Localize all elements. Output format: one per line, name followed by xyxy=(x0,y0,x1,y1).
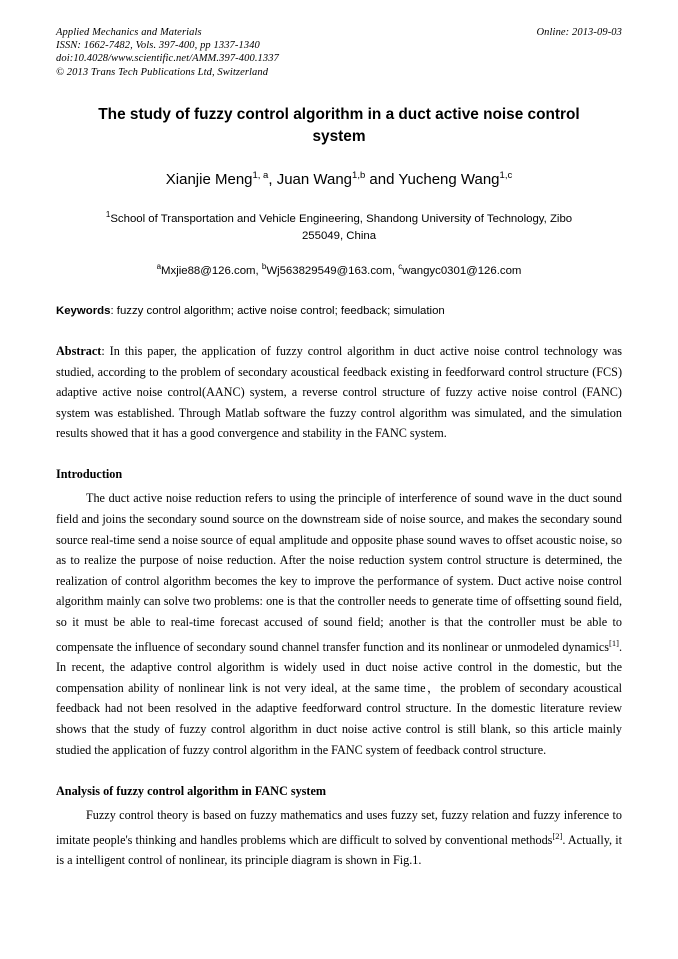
author-3-name: Yucheng Wang xyxy=(398,170,500,188)
online-date: Online: 2013-09-03 xyxy=(536,27,622,38)
section-heading-analysis: Analysis of fuzzy control algorithm in FANC system xyxy=(56,784,327,799)
section-heading-introduction: Introduction xyxy=(56,467,123,482)
keywords-line xyxy=(56,303,622,319)
analysis-text-part-1: Fuzzy control theory is based on fuzzy mathematics and uses fuzzy set, fuzzy relation and fuzzy inference to imitate people's thinking and handles problems which are difficult to solved by conventional methods xyxy=(56,808,622,847)
doi-line: doi:10.4028/www.scientific.net/AMM.397-400.1337 xyxy=(56,53,279,65)
citation-ref-1: [1] xyxy=(609,637,619,648)
author-2-marker: 1,b xyxy=(352,169,366,181)
copyright-line: © 2013 Trans Tech Publications Ltd, Switzerland xyxy=(56,66,269,78)
affiliation-text: School of Transportation and Vehicle Engineering, Shandong University of Technology, Zibo 255049, China xyxy=(110,212,573,242)
introduction-text-part-2: . In recent, the adaptive control algorithm is widely used in duct noise active control in the domestic, but the compensation ability of nonlinear link is not very ideal, at the same time，the problem of secondary acoustical feedback had not been resolved in the adaptive feedforward control structure. In the domestic literature review shows that the study of fuzzy control algorithm in duct noise active control is still blank, so this article mainly studied the application of fuzzy control algorithm in the FANC system of feedback control structure. xyxy=(56,639,622,757)
author-3-marker: 1,c xyxy=(499,169,513,181)
affiliation-marker: 1 xyxy=(105,209,111,219)
keywords-separator: : xyxy=(110,305,117,318)
email-marker-a: a xyxy=(156,261,162,271)
author-2-name: Juan Wang xyxy=(276,170,353,188)
author-emails xyxy=(56,259,622,279)
affiliation xyxy=(56,206,622,245)
page-title: The study of fuzzy control algorithm in a duct active noise control system xyxy=(98,105,580,145)
abstract-text: : In this paper, the application of fuzzy control algorithm in duct active noise control technology was studied, according to the problem of secondary acoustical feedback existing in feedforward control structure (FCS) adaptive active noise control(AANC) system, a reverse control structure of fuzzy active noise control (FANC) system was established. Through Matlab software the fuzzy control algorithm was simulated, and the simulation results showed that it has a good convergence and stability in the FANC system. xyxy=(56,344,622,441)
email-c: wangyc0301@126.com xyxy=(402,264,522,277)
author-separator-2: and xyxy=(365,170,399,188)
abstract-label: Abstract xyxy=(56,344,102,359)
author-1-marker: 1, a xyxy=(252,169,269,181)
email-b: Wj563829549@163.com, xyxy=(266,264,399,277)
keywords-value: fuzzy control algorithm; active noise control; feedback; simulation xyxy=(116,305,445,318)
author-1-name: Xianjie Meng xyxy=(165,170,253,188)
email-marker-b: b xyxy=(261,261,267,271)
abstract-paragraph xyxy=(56,341,622,443)
analysis-text-part-2: . Actually, it is a intelligent control of nonlinear, its principle diagram is shown in Fig.1. xyxy=(56,832,623,868)
introduction-text-part-1: The duct active noise reduction refers to using the principle of interference of sound wave in the duct sound field and joins the secondary sound source on the downstream side of noise source, and makes the secondary sound source real-time send a noise source of equal amplitude and opposite phase sound waves to offset acoustic noise, so as to realize the purpose of noise reduction. After the noise reduction system control structure is determined, the realization of control algorithm becomes the key to improve the performance of system. Duct active noise control algorithm mainly can solve two problems: one is that the controller needs to generate time of offsetting sound field, so it must be able to real-time forecast accused of sound field; another is that the controller must be able to compensate the influence of secondary sound channel transfer function and its nonlinear or unmodeled dynamics xyxy=(56,491,622,654)
keywords-label: Keywords xyxy=(56,305,111,318)
analysis-paragraph xyxy=(56,805,622,871)
author-list xyxy=(56,166,622,190)
email-a: Mxjie88@126.com, xyxy=(161,264,262,277)
issn-line: ISSN: 1662-7482, Vols. 397-400, pp 1337-1340 xyxy=(56,40,260,52)
citation-ref-2: [2] xyxy=(552,830,563,841)
email-marker-c: c xyxy=(398,261,403,271)
introduction-paragraph xyxy=(56,488,622,760)
page-header xyxy=(56,26,622,79)
journal-name: Applied Mechanics and Materials xyxy=(56,27,202,38)
author-separator-1: , xyxy=(268,170,277,188)
